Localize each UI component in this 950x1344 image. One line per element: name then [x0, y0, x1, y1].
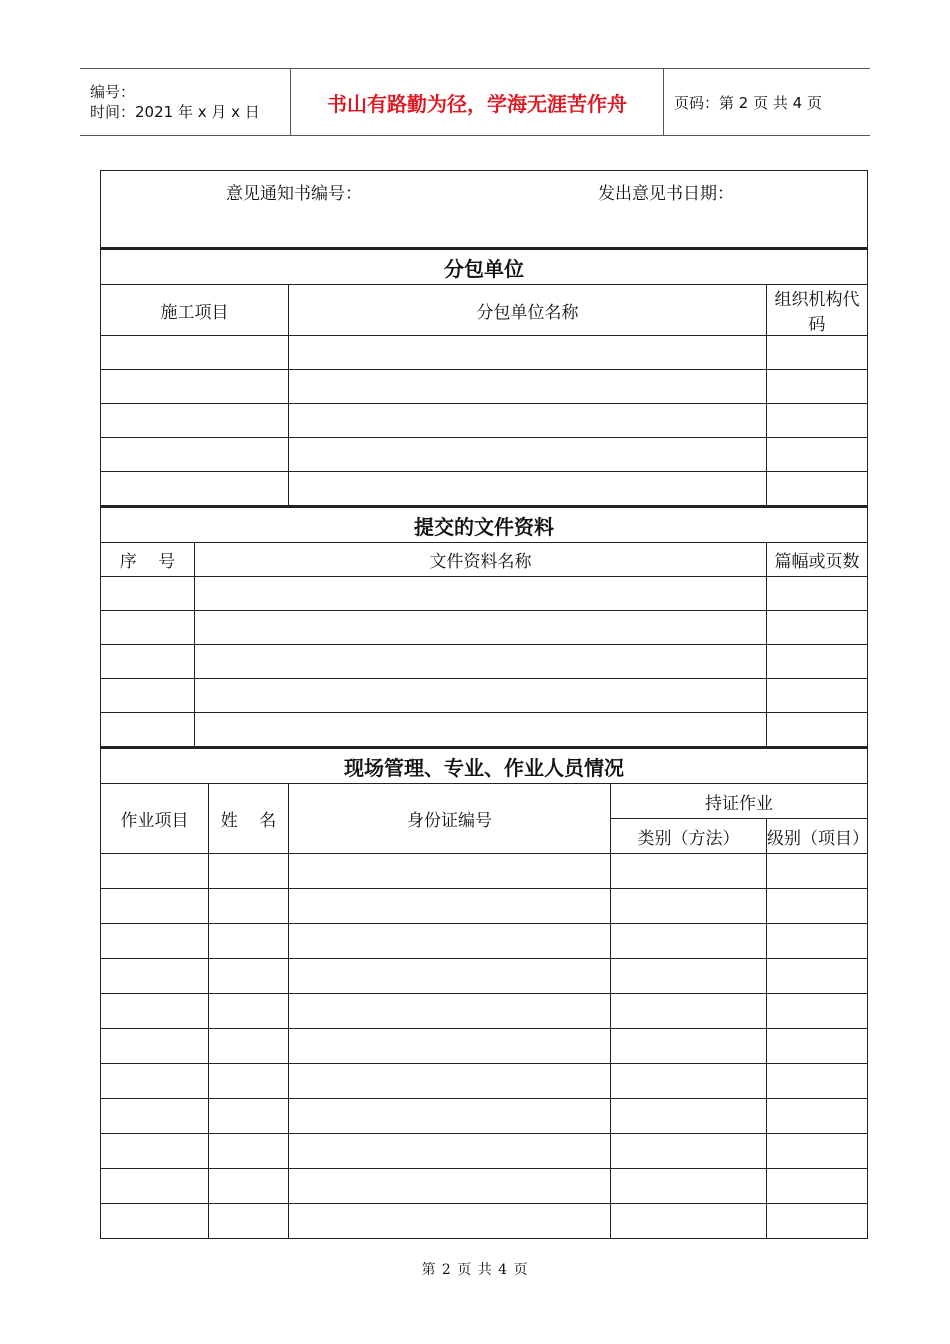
personnel-section-title: 现场管理、专业、作业人员情况 — [101, 748, 868, 784]
col-header-name: 姓 名 — [209, 784, 289, 854]
table-cell[interactable] — [767, 713, 868, 748]
table-cell[interactable] — [209, 1169, 289, 1204]
col-header-project: 施工项目 — [101, 285, 289, 336]
table-cell[interactable] — [289, 1064, 611, 1099]
table-cell[interactable] — [767, 370, 868, 404]
header-meta — [80, 69, 291, 136]
col-header-subcontractor-name: 分包单位名称 — [289, 285, 767, 336]
col-header-seq: 序 号 — [101, 543, 195, 577]
table-cell[interactable] — [209, 1064, 289, 1099]
table-cell[interactable] — [209, 1099, 289, 1134]
table-cell[interactable] — [101, 472, 289, 507]
table-cell[interactable] — [101, 577, 195, 611]
table-cell[interactable] — [209, 1029, 289, 1064]
col-header-doc-name: 文件资料名称 — [195, 543, 767, 577]
table-cell[interactable] — [767, 645, 868, 679]
table-cell[interactable] — [101, 854, 209, 889]
table-cell[interactable] — [611, 889, 767, 924]
table-cell[interactable] — [195, 713, 767, 748]
table-cell[interactable] — [209, 959, 289, 994]
table-cell[interactable] — [101, 713, 195, 748]
notice-date-label: 发出意见书日期： — [598, 184, 734, 204]
table-cell[interactable] — [195, 679, 767, 713]
table-cell[interactable] — [101, 1099, 209, 1134]
table-cell[interactable] — [101, 370, 289, 404]
table-cell[interactable] — [289, 854, 611, 889]
table-cell[interactable] — [195, 611, 767, 645]
table-cell[interactable] — [289, 1029, 611, 1064]
table-cell[interactable] — [611, 994, 767, 1029]
table-cell[interactable] — [209, 994, 289, 1029]
table-cell[interactable] — [767, 1099, 868, 1134]
table-cell[interactable] — [611, 1064, 767, 1099]
table-cell[interactable] — [767, 577, 868, 611]
table-cell[interactable] — [289, 924, 611, 959]
table-cell[interactable] — [195, 577, 767, 611]
col-header-work-item: 作业项目 — [101, 784, 209, 854]
table-cell[interactable] — [101, 336, 289, 370]
table-cell[interactable] — [767, 611, 868, 645]
table-cell[interactable] — [767, 404, 868, 438]
table-cell[interactable] — [101, 959, 209, 994]
table-cell[interactable] — [289, 472, 767, 507]
table-cell[interactable] — [767, 854, 868, 889]
subcontractor-section-title: 分包单位 — [101, 249, 868, 285]
table-cell[interactable] — [101, 611, 195, 645]
table-cell[interactable] — [767, 994, 868, 1029]
table-cell[interactable] — [101, 404, 289, 438]
col-header-category: 类别（方法） — [611, 819, 767, 854]
table-cell[interactable] — [767, 889, 868, 924]
table-cell[interactable] — [767, 679, 868, 713]
report-form — [100, 170, 868, 1239]
table-cell[interactable] — [101, 679, 195, 713]
table-cell[interactable] — [767, 472, 868, 507]
table-cell[interactable] — [209, 1134, 289, 1169]
table-cell[interactable] — [101, 1064, 209, 1099]
table-cell[interactable] — [767, 438, 868, 472]
table-cell[interactable] — [611, 1169, 767, 1204]
table-cell[interactable] — [289, 370, 767, 404]
page-footer: 第 2 页 共 4 页 — [421, 1262, 529, 1278]
time-label: 时间：2021 年 x 月 x 日 — [90, 103, 260, 121]
table-cell[interactable] — [101, 645, 195, 679]
table-cell[interactable] — [289, 336, 767, 370]
table-cell[interactable] — [767, 1169, 868, 1204]
table-cell[interactable] — [209, 924, 289, 959]
table-cell[interactable] — [611, 959, 767, 994]
table-cell[interactable] — [289, 889, 611, 924]
table-cell[interactable] — [611, 1029, 767, 1064]
table-cell[interactable] — [767, 336, 868, 370]
table-cell[interactable] — [289, 404, 767, 438]
table-cell[interactable] — [209, 1204, 289, 1239]
table-cell[interactable] — [209, 889, 289, 924]
table-cell[interactable] — [767, 1204, 868, 1239]
table-cell[interactable] — [101, 1029, 209, 1064]
table-cell[interactable] — [101, 1204, 209, 1239]
table-cell[interactable] — [611, 1134, 767, 1169]
col-header-pages: 篇幅或页数 — [767, 543, 868, 577]
table-cell[interactable] — [289, 438, 767, 472]
table-cell[interactable] — [289, 1169, 611, 1204]
table-cell[interactable] — [101, 889, 209, 924]
notice-info-cell[interactable] — [101, 171, 868, 249]
number-label: 编号： — [90, 83, 136, 101]
table-cell[interactable] — [767, 959, 868, 994]
table-cell[interactable] — [611, 1204, 767, 1239]
table-cell[interactable] — [289, 1134, 611, 1169]
table-cell[interactable] — [209, 854, 289, 889]
table-cell[interactable] — [767, 1134, 868, 1169]
table-cell[interactable] — [611, 924, 767, 959]
table-cell[interactable] — [101, 994, 209, 1029]
table-cell[interactable] — [611, 1099, 767, 1134]
page-label: 页码：第 2 页 共 4 页 — [664, 69, 871, 136]
col-header-org-code: 组织机构代码 — [767, 285, 868, 336]
notice-number-label: 意见通知书编号： — [226, 184, 362, 204]
table-cell[interactable] — [101, 438, 289, 472]
col-header-id-number: 身份证编号 — [289, 784, 611, 854]
table-cell[interactable] — [101, 1169, 209, 1204]
col-header-level: 级别（项目） — [767, 819, 868, 854]
motto: 书山有路勤为径，学海无涯苦作舟 — [291, 69, 664, 136]
table-cell[interactable] — [289, 1099, 611, 1134]
table-cell[interactable] — [767, 1064, 868, 1099]
table-cell[interactable] — [767, 924, 868, 959]
table-cell[interactable] — [101, 1134, 209, 1169]
table-cell[interactable] — [611, 854, 767, 889]
table-cell[interactable] — [195, 645, 767, 679]
table-cell[interactable] — [101, 924, 209, 959]
table-cell[interactable] — [289, 959, 611, 994]
table-cell[interactable] — [289, 994, 611, 1029]
documents-section-title: 提交的文件资料 — [101, 507, 868, 543]
page-header — [80, 68, 870, 136]
table-cell[interactable] — [767, 1029, 868, 1064]
table-cell[interactable] — [289, 1204, 611, 1239]
col-header-certified-work: 持证作业 — [611, 784, 868, 819]
